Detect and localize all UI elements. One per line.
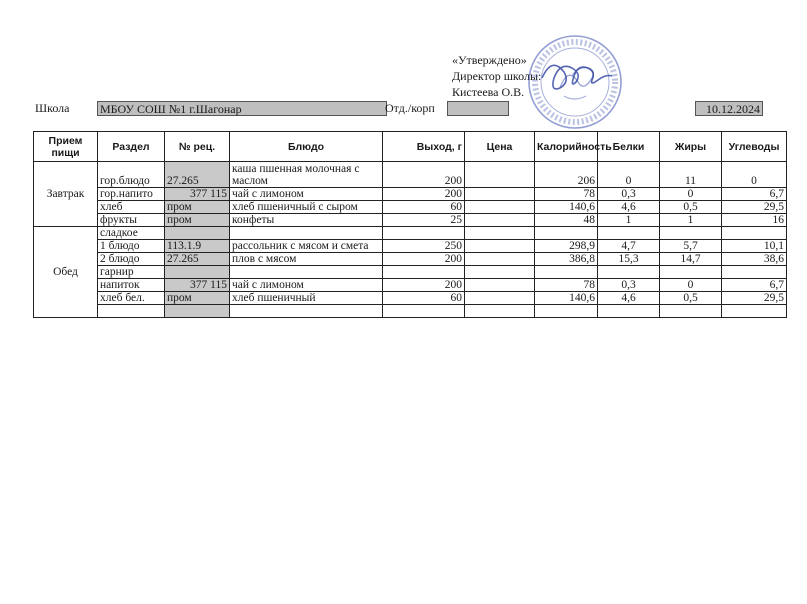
cell-carbs bbox=[722, 266, 787, 279]
cell-dish: чай с лимоном bbox=[230, 279, 383, 292]
cell-price bbox=[465, 305, 535, 318]
col-carbs: Углеводы bbox=[722, 132, 787, 162]
cell-section: гарнир bbox=[98, 266, 165, 279]
approval-title: «Утверждено» bbox=[452, 53, 527, 67]
cell-price bbox=[465, 279, 535, 292]
table-row bbox=[34, 201, 787, 214]
table-header-row bbox=[34, 132, 787, 162]
cell-price bbox=[465, 240, 535, 253]
cell-section: сладкое bbox=[98, 227, 165, 240]
cell-protein bbox=[598, 305, 660, 318]
approval-director: Директор школы: bbox=[452, 69, 542, 83]
cell-carbs: 6,7 bbox=[722, 188, 787, 201]
cell-price bbox=[465, 214, 535, 227]
dept-value bbox=[447, 101, 509, 116]
cell-section: гор.блюдо bbox=[98, 162, 165, 188]
cell-price bbox=[465, 292, 535, 305]
cell-dish: хлеб пшеничный с сыром bbox=[230, 201, 383, 214]
cell-kcal: 386,8 bbox=[535, 253, 598, 266]
cell-kcal: 140,6 bbox=[535, 201, 598, 214]
cell-recipe: 27.265 bbox=[165, 162, 230, 188]
cell-dish: хлеб пшеничный bbox=[230, 292, 383, 305]
cell-price bbox=[465, 266, 535, 279]
cell-yield: 25 bbox=[383, 214, 465, 227]
cell-dish: чай с лимоном bbox=[230, 188, 383, 201]
cell-protein: 0,3 bbox=[598, 279, 660, 292]
cell-dish bbox=[230, 227, 383, 240]
cell-fat: 1 bbox=[660, 214, 722, 227]
col-yield: Выход, г bbox=[383, 132, 465, 162]
col-protein: Белки bbox=[598, 132, 660, 162]
cell-section: фрукты bbox=[98, 214, 165, 227]
table-row bbox=[34, 162, 787, 188]
cell-section: гор.напито bbox=[98, 188, 165, 201]
table-row bbox=[34, 253, 787, 266]
cell-section: хлеб bbox=[98, 201, 165, 214]
cell-recipe bbox=[165, 266, 230, 279]
col-price: Цена bbox=[465, 132, 535, 162]
cell-section bbox=[98, 305, 165, 318]
date-value: 10.12.2024 bbox=[695, 101, 763, 116]
header-row bbox=[35, 101, 765, 117]
cell-section: 2 блюдо bbox=[98, 253, 165, 266]
col-meal: Прием пищи bbox=[34, 132, 98, 162]
cell-recipe: пром bbox=[165, 214, 230, 227]
cell-section: хлеб бел. bbox=[98, 292, 165, 305]
cell-carbs: 10,1 bbox=[722, 240, 787, 253]
cell-fat: 11 bbox=[660, 162, 722, 188]
cell-kcal bbox=[535, 266, 598, 279]
cell-section: напиток bbox=[98, 279, 165, 292]
cell-recipe bbox=[165, 305, 230, 318]
cell-protein: 4,7 bbox=[598, 240, 660, 253]
cell-dish: каша пшенная молочная с маслом bbox=[230, 162, 383, 188]
cell-fat: 0,5 bbox=[660, 201, 722, 214]
cell-protein: 4,6 bbox=[598, 201, 660, 214]
cell-fat: 14,7 bbox=[660, 253, 722, 266]
cell-yield: 250 bbox=[383, 240, 465, 253]
cell-recipe: 377 115 bbox=[165, 188, 230, 201]
cell-recipe: 113.1.9 bbox=[165, 240, 230, 253]
official-seal-icon bbox=[520, 30, 630, 134]
cell-price bbox=[465, 188, 535, 201]
cell-price bbox=[465, 201, 535, 214]
col-dish: Блюдо bbox=[230, 132, 383, 162]
col-recipe: № рец. bbox=[165, 132, 230, 162]
cell-carbs: 38,6 bbox=[722, 253, 787, 266]
cell-protein: 15,3 bbox=[598, 253, 660, 266]
cell-price bbox=[465, 253, 535, 266]
cell-protein: 0,3 bbox=[598, 188, 660, 201]
cell-fat: 0 bbox=[660, 279, 722, 292]
cell-carbs bbox=[722, 305, 787, 318]
cell-protein: 4,6 bbox=[598, 292, 660, 305]
cell-kcal: 298,9 bbox=[535, 240, 598, 253]
cell-price bbox=[465, 227, 535, 240]
cell-dish: конфеты bbox=[230, 214, 383, 227]
cell-fat: 0 bbox=[660, 188, 722, 201]
cell-recipe: 27.265 bbox=[165, 253, 230, 266]
table-row bbox=[34, 266, 787, 279]
meal-breakfast: Завтрак bbox=[34, 162, 98, 227]
cell-carbs bbox=[722, 227, 787, 240]
cell-fat bbox=[660, 305, 722, 318]
table-row bbox=[34, 188, 787, 201]
menu-table bbox=[33, 131, 787, 318]
cell-yield: 200 bbox=[383, 279, 465, 292]
table-row bbox=[34, 227, 787, 240]
cell-protein: 1 bbox=[598, 214, 660, 227]
cell-yield: 200 bbox=[383, 253, 465, 266]
cell-dish bbox=[230, 266, 383, 279]
cell-kcal: 78 bbox=[535, 188, 598, 201]
table-row bbox=[34, 279, 787, 292]
cell-kcal bbox=[535, 227, 598, 240]
cell-kcal: 140,6 bbox=[535, 292, 598, 305]
cell-kcal: 48 bbox=[535, 214, 598, 227]
cell-kcal: 206 bbox=[535, 162, 598, 188]
cell-yield bbox=[383, 227, 465, 240]
cell-recipe bbox=[165, 227, 230, 240]
table-row bbox=[34, 305, 787, 318]
cell-yield bbox=[383, 305, 465, 318]
cell-carbs: 16 bbox=[722, 214, 787, 227]
dept-label: Отд./корп bbox=[385, 101, 435, 115]
cell-dish: плов с мясом bbox=[230, 253, 383, 266]
cell-section: 1 блюдо bbox=[98, 240, 165, 253]
cell-yield: 60 bbox=[383, 201, 465, 214]
table-row bbox=[34, 292, 787, 305]
school-label: Школа bbox=[35, 101, 70, 115]
cell-carbs: 0 bbox=[722, 162, 787, 188]
signature-icon bbox=[542, 65, 612, 89]
cell-kcal: 78 bbox=[535, 279, 598, 292]
cell-protein bbox=[598, 227, 660, 240]
cell-dish: рассольник с мясом и смета bbox=[230, 240, 383, 253]
cell-recipe: пром bbox=[165, 201, 230, 214]
cell-recipe: пром bbox=[165, 292, 230, 305]
cell-fat: 5,7 bbox=[660, 240, 722, 253]
cell-dish bbox=[230, 305, 383, 318]
cell-carbs: 29,5 bbox=[722, 292, 787, 305]
cell-yield: 200 bbox=[383, 162, 465, 188]
cell-fat bbox=[660, 227, 722, 240]
cell-yield bbox=[383, 266, 465, 279]
cell-price bbox=[465, 162, 535, 188]
cell-yield: 60 bbox=[383, 292, 465, 305]
table-row bbox=[34, 240, 787, 253]
cell-carbs: 6,7 bbox=[722, 279, 787, 292]
cell-protein bbox=[598, 266, 660, 279]
meal-lunch: Обед bbox=[34, 227, 98, 318]
cell-recipe: 377 115 bbox=[165, 279, 230, 292]
cell-fat: 0,5 bbox=[660, 292, 722, 305]
school-value: МБОУ СОШ №1 г.Шагонар bbox=[97, 101, 387, 116]
col-section: Раздел bbox=[98, 132, 165, 162]
col-fat: Жиры bbox=[660, 132, 722, 162]
table-row bbox=[34, 214, 787, 227]
cell-protein: 0 bbox=[598, 162, 660, 188]
approval-name: Кистеева О.В. bbox=[452, 85, 525, 99]
cell-yield: 200 bbox=[383, 188, 465, 201]
cell-fat bbox=[660, 266, 722, 279]
cell-kcal bbox=[535, 305, 598, 318]
cell-carbs: 29,5 bbox=[722, 201, 787, 214]
col-kcal: Калорийность bbox=[535, 132, 598, 162]
